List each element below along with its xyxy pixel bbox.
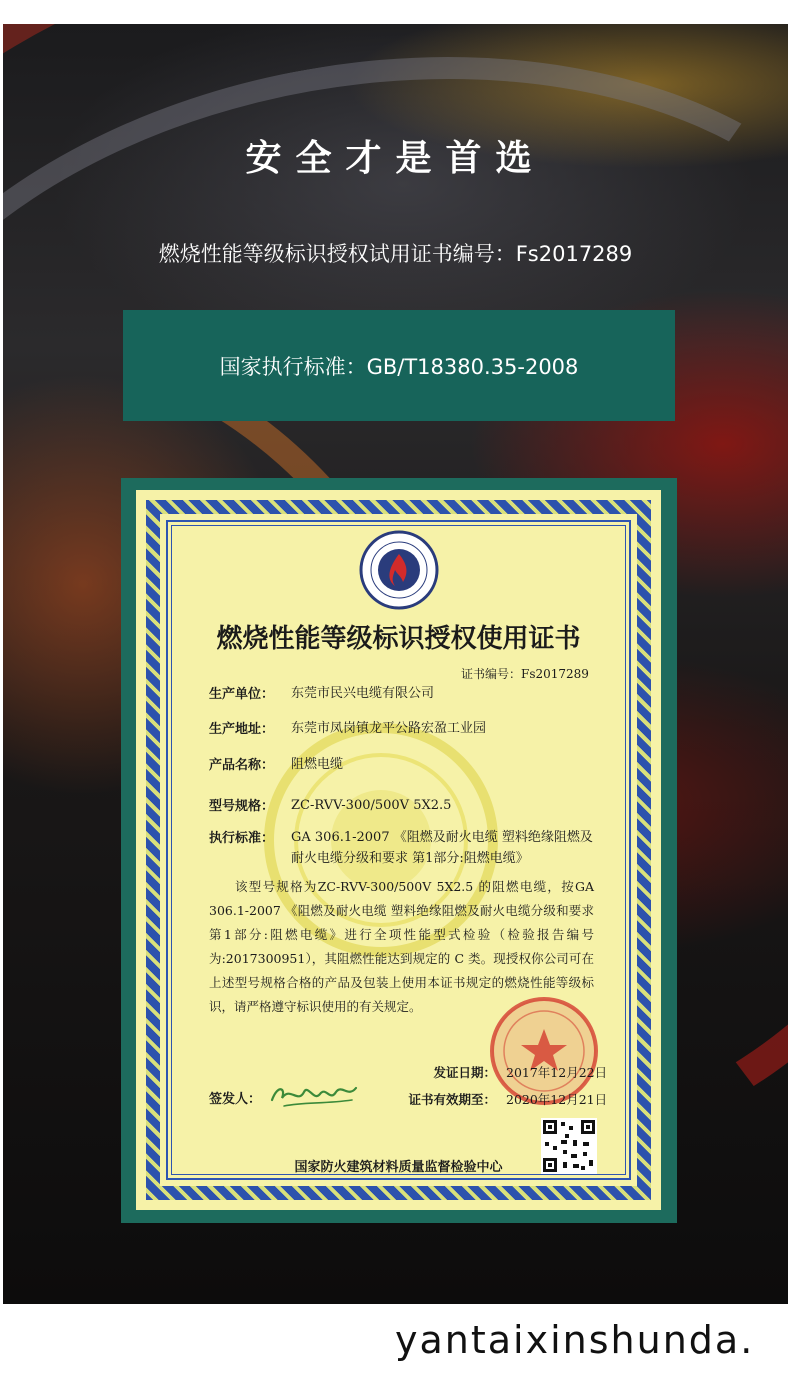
field-label: 生产地址： (209, 722, 275, 737)
certificate-number: 证书编号：Fs2017289 (461, 667, 589, 681)
field-value: 阻燃电缆 (291, 757, 344, 772)
field-manufacturer (209, 683, 601, 704)
valid-date-row (386, 1090, 607, 1108)
signer-label: 签发人： (209, 1092, 262, 1107)
handwritten-signature (264, 1074, 364, 1114)
certificate-body: 该型号规格为ZC-RVV-300/500V 5X2.5 的阻燃电缆，按GA 306.1-2007 《阻燃及耐火电缆 塑料绝缘阻燃及耐火电缆分级和要求 第1部分:阻燃电缆》进行全项性能型式检验（检验报告编号为:2017300951），其阻燃性能达到规定的 C 类。现授权你公司可在上述型号规格合格的产品及包装上使用本证书规定的燃烧性能等级标识，请严格遵守标识使用的有关规定。 (209, 879, 594, 1014)
field-model (209, 795, 601, 816)
issue-date-row (386, 1063, 607, 1081)
certificate-frame (121, 478, 677, 1223)
field-standard (209, 827, 601, 869)
footer-url: yantaixinshunda. (395, 1318, 755, 1362)
issue-date-value: 2017年12月22日 (506, 1065, 608, 1080)
valid-date-label: 证书有效期至： (408, 1092, 496, 1107)
field-value: ZC-RVV-300/500V 5X2.5 (291, 798, 452, 813)
issuer-logo-seal (359, 530, 439, 610)
standard-text: 国家执行标准：GB/T18380.35-2008 (219, 354, 579, 379)
field-label: 执行标准： (209, 831, 275, 846)
certificate-paper (136, 490, 661, 1210)
field-address (209, 718, 601, 739)
headline: 安全才是首选 (245, 138, 546, 179)
field-label: 生产单位： (209, 687, 275, 702)
field-label: 型号规格： (209, 799, 275, 814)
issuing-authority: 国家防火建筑材料质量监督检验中心 (294, 1160, 503, 1175)
field-value: GA 306.1-2007 《阻燃及耐火电缆 塑料绝缘阻燃及耐火电缆分级和要求 第1部分:阻燃电缆》 (291, 830, 593, 866)
poster-background (3, 24, 788, 1304)
field-value: 东莞市凤岗镇龙平公路宏盈工业园 (291, 721, 487, 736)
field-product-name (209, 754, 601, 775)
field-value: 东莞市民兴电缆有限公司 (291, 686, 435, 701)
field-label: 产品名称： (209, 758, 275, 773)
standard-banner (123, 310, 675, 421)
valid-date-value: 2020年12月21日 (506, 1092, 608, 1107)
issue-date-label: 发证日期： (433, 1065, 496, 1080)
certificate-title: 燃烧性能等级标识授权使用证书 (216, 624, 581, 654)
certificate-number-line: 燃烧性能等级标识授权试用证书编号：Fs2017289 (158, 242, 633, 266)
